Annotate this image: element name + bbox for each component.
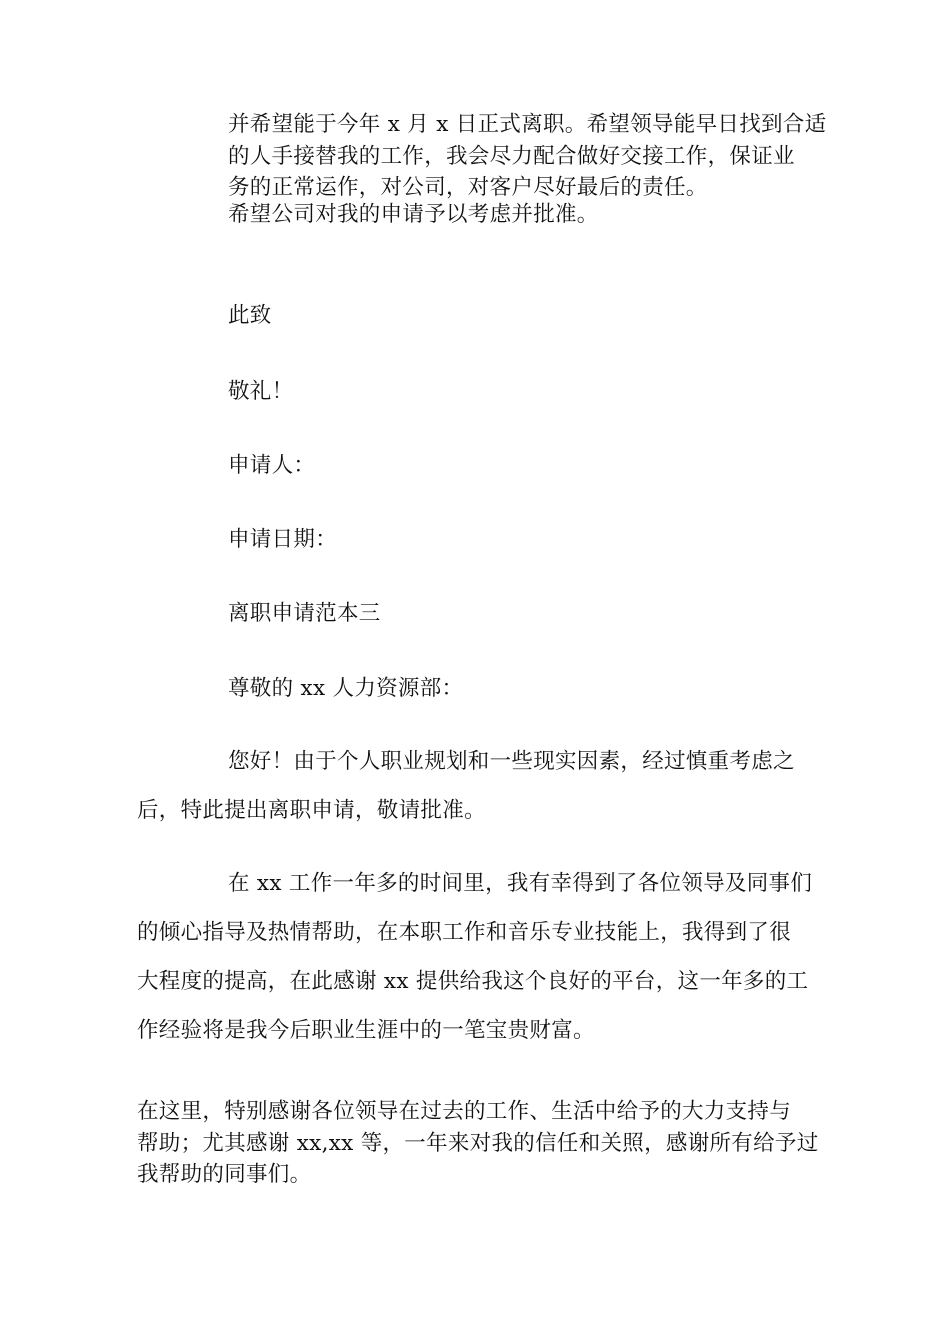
paragraph-thanks (137, 1096, 819, 1191)
text-line: 后，特此提出离职申请，敬请批准。 (137, 798, 486, 823)
text-line: 您好！由于个人职业规划和一些现实因素，经过慎重考虑之 (228, 749, 795, 774)
text-line: 务的正常运作，对公司，对客户尽好最后的责任。 (228, 175, 708, 200)
text-line: 大程度的提高，在此感谢 xx 提供给我这个良好的平台，这一年多的工 (137, 969, 809, 994)
text-line: 的人手接替我的工作，我会尽力配合做好交接工作，保证业 (228, 143, 795, 169)
date-label: 申请日期： (228, 527, 338, 552)
paragraph-request: 希望公司对我的申请予以考虑并批准。 (228, 202, 599, 227)
closing-salutation: 此致 (228, 303, 272, 328)
addressee: 尊敬的 xx 人力资源部： (228, 676, 464, 701)
sample-title: 离职申请范本三 (228, 601, 381, 626)
applicant-label: 申请人： (228, 453, 316, 478)
text-line: 的倾心指导及热情帮助，在本职工作和音乐专业技能上，我得到了很 (137, 920, 792, 945)
text-line: 在这里，特别感谢各位领导在过去的工作、生活中给予的大力支持与 (137, 1099, 792, 1124)
paragraph-continuation (228, 109, 826, 204)
paragraph-greeting (137, 737, 795, 835)
text-line: 帮助；尤其感谢 xx,xx 等，一年来对我的信任和关照，感谢所有给予过 (137, 1130, 819, 1156)
text-line: 作经验将是我今后职业生涯中的一笔宝贵财富。 (137, 1018, 595, 1043)
text-line: 并希望能于今年 x 月 x 日正式离职。希望领导能早日找到合适 (228, 112, 827, 137)
text-line: 在 xx 工作一年多的时间里，我有幸得到了各位领导及同事们 (228, 871, 813, 896)
closing-regards: 敬礼！ (228, 379, 294, 404)
paragraph-gratitude (137, 859, 812, 1055)
text-line: 我帮助的同事们。 (137, 1162, 312, 1187)
